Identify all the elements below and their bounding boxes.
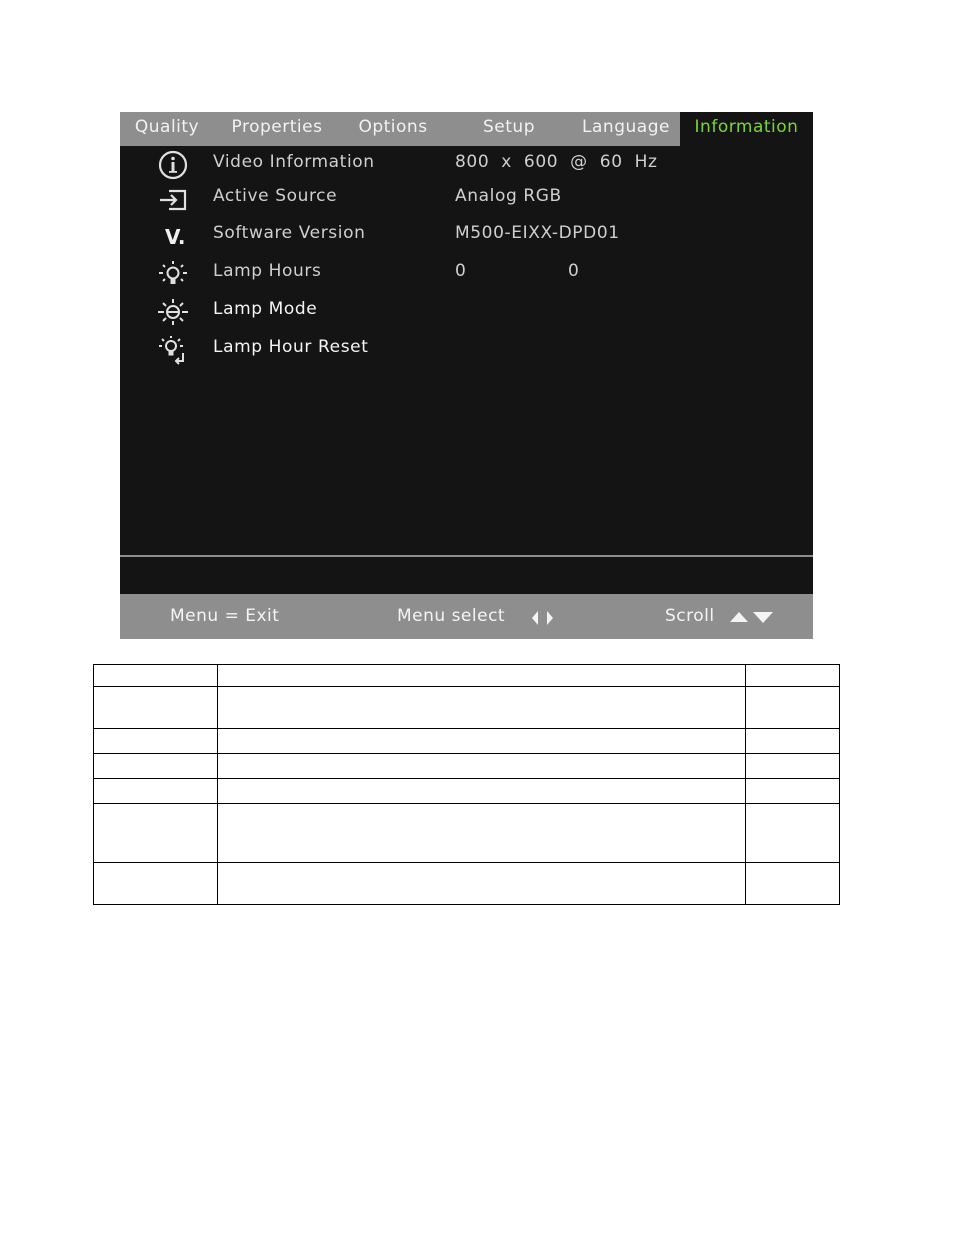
table-row (94, 779, 840, 804)
table-row (94, 729, 840, 754)
row-video-information[interactable] (120, 148, 813, 182)
left-right-arrows-icon (530, 609, 556, 631)
table-cell (746, 754, 840, 779)
table-cell (94, 863, 218, 905)
table-cell (94, 687, 218, 729)
tab-options[interactable]: Options (358, 117, 428, 137)
table-cell (218, 665, 746, 687)
menu-select-hint: Menu select (397, 606, 506, 626)
table-cell (94, 729, 218, 754)
row-value: M500-EIXX-DPD01 (455, 223, 620, 243)
table-row (94, 804, 840, 863)
tab-information[interactable]: Information (680, 112, 813, 146)
row-value: Analog RGB (455, 186, 562, 206)
row-lamp-mode[interactable] (120, 295, 813, 329)
table-row (94, 863, 840, 905)
scroll-hint: Scroll (665, 606, 715, 626)
lamp-reset-icon (156, 335, 190, 365)
menu-tab-bar (120, 112, 813, 146)
table-cell (746, 779, 840, 804)
table-cell (746, 665, 840, 687)
table-cell (94, 779, 218, 804)
table-cell (746, 687, 840, 729)
menu-exit-hint: Menu = Exit (170, 606, 280, 626)
svg-text:V.: V. (165, 225, 186, 249)
row-value: 800 x 600 @ 60 Hz (455, 152, 658, 172)
row-software-version[interactable] (120, 219, 813, 253)
version-icon (156, 221, 190, 251)
menu-footer (120, 594, 813, 639)
table-row (94, 754, 840, 779)
lamp-mode-icon (156, 297, 190, 327)
tab-properties[interactable]: Properties (231, 117, 323, 137)
row-lamp-hours[interactable] (120, 257, 813, 291)
table-row (94, 665, 840, 687)
table-cell (94, 804, 218, 863)
table-cell (746, 863, 840, 905)
tab-setup[interactable]: Setup (483, 117, 535, 137)
table-cell (218, 804, 746, 863)
info-icon (156, 150, 190, 180)
table-cell (218, 729, 746, 754)
table-row (94, 687, 840, 729)
table-cell (218, 687, 746, 729)
tab-language[interactable]: Language (582, 117, 670, 137)
table-cell (94, 665, 218, 687)
row-label: Video Information (213, 152, 375, 172)
row-value-secondary: 0 (568, 261, 579, 281)
table-cell (218, 779, 746, 804)
row-label: Lamp Mode (213, 299, 318, 319)
empty-grid-table (93, 664, 840, 905)
row-active-source[interactable] (120, 182, 813, 216)
table-cell (94, 754, 218, 779)
tab-quality[interactable]: Quality (134, 117, 200, 137)
row-lamp-hour-reset[interactable] (120, 333, 813, 367)
table-cell (746, 729, 840, 754)
row-label: Lamp Hours (213, 261, 322, 281)
row-label: Active Source (213, 186, 338, 206)
table-cell (746, 804, 840, 863)
menu-divider (120, 555, 813, 557)
source-input-icon (156, 184, 190, 214)
osd-menu (120, 112, 813, 639)
row-label: Lamp Hour Reset (213, 337, 369, 357)
table-cell (218, 863, 746, 905)
table-cell (218, 754, 746, 779)
up-down-arrows-icon (728, 609, 776, 629)
lamp-bulb-icon (156, 259, 190, 289)
row-label: Software Version (213, 223, 366, 243)
row-value: 0 (455, 261, 467, 281)
